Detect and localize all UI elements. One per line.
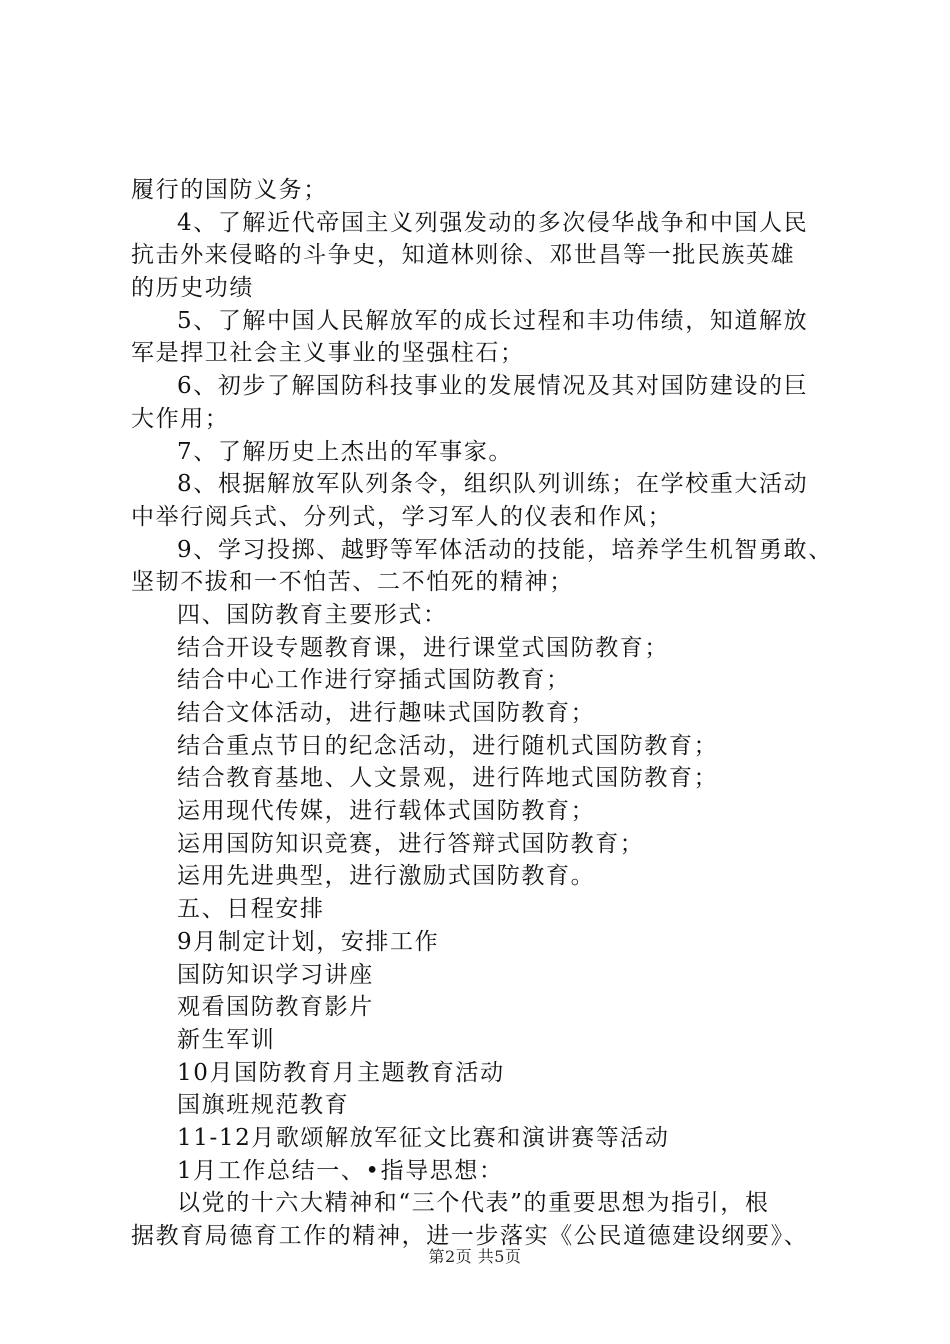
text-line: 的历史功绩 — [131, 275, 254, 302]
text-line: 履行的国防义务； — [131, 177, 328, 203]
text-line: 以党的十六大精神和“三个代表”的重要思想为指引，根 — [177, 1190, 770, 1217]
text-line: 1月工作总结一、•指导思想： — [177, 1157, 504, 1184]
text-line: 结合中心工作进行穿插式国防教育； — [177, 667, 571, 694]
text-line: 9月制定计划，安排工作 — [177, 928, 440, 955]
text-line: 8、根据解放军队列条令，组织队列训练；在学校重大活动 — [177, 471, 809, 498]
document-body — [131, 174, 843, 1253]
text-line: 运用国防知识竞赛，进行答辩式国防教育； — [177, 830, 645, 857]
text-line: 结合教育基地、人文景观，进行阵地式国防教育； — [177, 765, 719, 792]
text-line: 结合文体活动，进行趣味式国防教育； — [177, 700, 596, 726]
text-line: 7、了解历史上杰出的军事家。 — [177, 438, 514, 465]
text-line: 抗击外来侵略的斗争史，知道林则徐、邓世昌等一批民族英雄 — [131, 242, 796, 269]
text-line: 据教育局德育工作的精神，进一步落实《公民道德建设纲要》、 — [131, 1223, 809, 1249]
text-line: 五、日程安排 — [177, 896, 325, 923]
text-line: 国防知识学习讲座 — [177, 961, 374, 988]
text-line: 运用先进典型，进行激励式国防教育。 — [177, 863, 596, 890]
text-line: 11-12月歌颂解放军征文比赛和演讲赛等活动 — [177, 1124, 670, 1151]
text-line: 中举行阅兵式、分列式，学习军人的仪表和作风； — [131, 503, 673, 530]
text-line: 新生军训 — [177, 1026, 276, 1053]
text-line: 5、了解中国人民解放军的成长过程和丰功伟绩，知道解放 — [177, 307, 809, 334]
text-line: 9、学习投掷、越野等军体活动的技能，培养学生机智勇敢、 — [177, 536, 833, 563]
text-line: 结合重点节日的纪念活动，进行随机式国防教育； — [177, 732, 719, 759]
text-line: 4、了解近代帝国主义列强发动的多次侵华战争和中国人民 — [177, 209, 809, 236]
text-line: 6、初步了解国防科技事业的发展情况及其对国防建设的巨 — [177, 373, 809, 400]
text-line: 结合开设专题教育课，进行课堂式国防教育； — [177, 634, 669, 661]
text-line: 运用现代传媒，进行载体式国防教育； — [177, 798, 596, 825]
text-line: 大作用； — [131, 405, 230, 432]
text-line: 坚韧不拔和一不怕苦、二不怕死的精神； — [131, 569, 574, 596]
page-footer: 第2页 共5页 — [428, 1247, 522, 1266]
text-line: 观看国防教育影片 — [177, 994, 374, 1021]
text-line: 国旗班规范教育 — [177, 1092, 350, 1119]
text-line: 军是捍卫社会主义事业的坚强柱石； — [131, 340, 525, 367]
text-line: 四、国防教育主要形式： — [177, 601, 448, 628]
text-line: 10月国防教育月主题教育活动 — [177, 1059, 505, 1086]
